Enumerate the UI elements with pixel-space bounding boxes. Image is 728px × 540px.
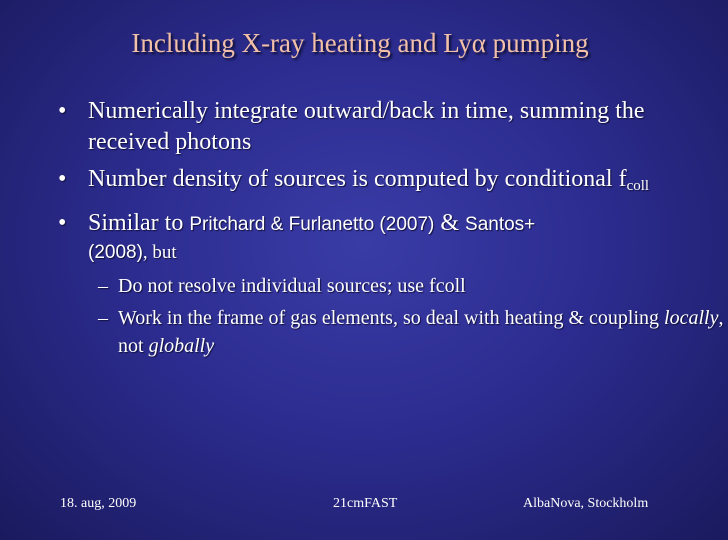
bullet-text: Numerically integrate outward/back in time, summing the received photons [88,98,645,155]
bullet-text: Number density of sources is computed by conditional f [88,166,627,192]
slide-title: Including X-ray heating and Lyα pumping [131,28,589,58]
bullet-glyph: • [58,166,67,192]
sub-bullet-text: Do not resolve individual sources; use fcoll [118,275,466,297]
bullet-item [56,208,696,266]
sub-bullet-middle: , not [118,307,724,357]
footer-date: 18. aug, 2009 [60,496,137,511]
sub-bullet-text: Work in the frame of gas elements, so deal with heating & coupling [118,307,665,329]
bullet-list [56,96,724,360]
dash-glyph: – [98,275,108,297]
dash-glyph: – [98,307,108,329]
footer-location: AlbaNova, Stockholm [523,496,649,511]
bullet-glyph: • [58,210,67,236]
reference-year: (2008) [88,242,143,263]
footer-title: 21cmFAST [333,496,398,511]
emphasis-locally: locally [664,307,719,329]
bullet-glyph: • [58,98,67,124]
bullet-continuation [88,240,696,266]
bullet-subscript: coll [626,178,650,194]
emphasis-globally: globally [148,335,215,357]
ampersand: & [434,210,466,236]
reference-pritchard: Pritchard & Furlanetto (2007) [189,214,435,235]
sub-bullet-item [56,304,728,360]
sub-bullet-item [56,272,728,300]
bullet-item [56,164,696,202]
reference-santos: Santos+ [465,214,536,235]
bullet-text: Similar to [88,210,190,236]
bullet-item [56,96,696,158]
bullet-text-after: , but [142,242,177,263]
